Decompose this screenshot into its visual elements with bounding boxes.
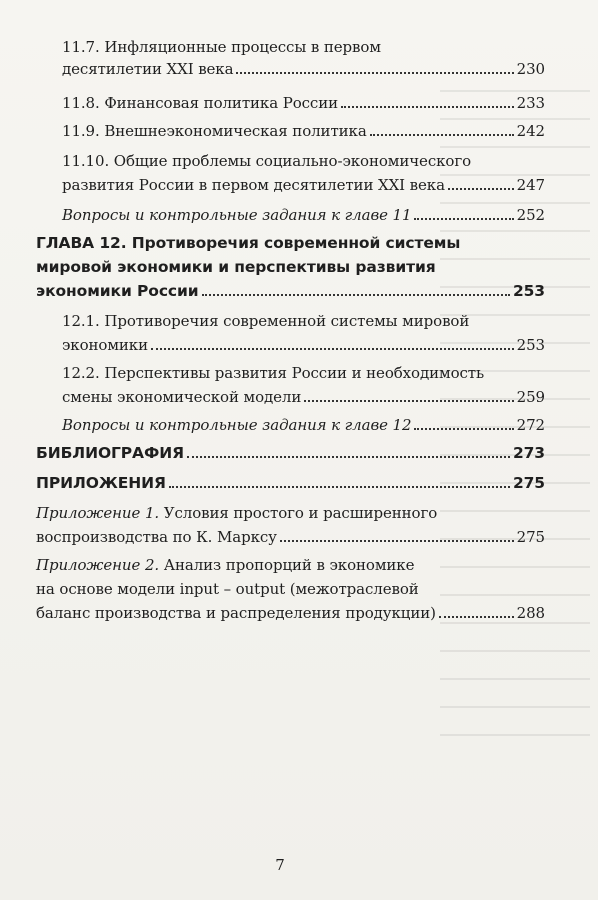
dot-leader [439, 616, 514, 618]
toc-entry-title: на основе модели input – output (межотраслевой [36, 580, 419, 598]
toc-entry-final-line [62, 120, 545, 142]
toc-entry-line [36, 554, 414, 576]
toc-page-number: 259 [516, 388, 545, 406]
toc-entry-title: 12.2. Перспективы развития России и необходимость [62, 364, 485, 382]
toc-entry-title: Анализ пропорций в экономике [159, 556, 415, 574]
toc-entry-title: БИБЛИОГРАФИЯ [36, 444, 184, 462]
dot-leader [151, 348, 514, 350]
toc-entry-final-line [62, 414, 545, 436]
toc-entry-line [62, 150, 471, 172]
toc-entry-final-line [36, 472, 545, 494]
toc-entry-title: 11.8. Финансовая политика России [62, 94, 339, 112]
toc-page-number: 275 [512, 474, 545, 492]
toc-page-number: 253 [516, 336, 545, 354]
toc-entry-title: Вопросы и контрольные задания к главе 11 [62, 206, 412, 224]
dot-leader [414, 428, 513, 430]
toc-entry-title: воспроизводства по К. Марксу [36, 528, 277, 546]
toc-entry-title: 12.1. Противоречия современной системы мировой [62, 312, 470, 330]
toc-page-number: 233 [516, 94, 545, 112]
toc-entry-title: экономики [62, 336, 148, 354]
toc-entry-title: баланс производства и распределения продукции) [36, 604, 436, 622]
toc-entry-line [62, 36, 381, 58]
toc-entry-line [36, 256, 436, 278]
toc-entry-final-line [36, 442, 545, 464]
toc-entry-title: десятилетии XXI века [62, 60, 234, 78]
toc-entry-title: Вопросы и контрольные задания к главе 12 [62, 416, 412, 434]
appendix-label: Приложение 2. [36, 556, 160, 574]
toc-entry-final-line [62, 334, 545, 356]
toc-entry-title: смены экономической модели [62, 388, 302, 406]
toc-entry-final-line [62, 174, 545, 196]
toc-entry-final-line [36, 280, 545, 302]
dot-leader [448, 188, 514, 190]
toc-entry-line [62, 310, 469, 332]
dot-leader [304, 400, 513, 402]
toc-entry-final-line [36, 526, 545, 548]
toc-page-number: 252 [516, 206, 545, 224]
toc-entry-final-line [62, 204, 545, 226]
toc-page-number: 253 [512, 282, 545, 300]
page-number: 7 [275, 856, 285, 874]
dot-leader [236, 72, 513, 74]
toc-page-number: 242 [516, 122, 545, 140]
toc-entry-final-line [62, 58, 545, 80]
toc-entry-line [36, 502, 437, 524]
dot-leader [414, 218, 513, 220]
dot-leader [370, 134, 514, 136]
toc-entry-title: Условия простого и расширенного [159, 504, 438, 522]
toc-page-number: 230 [516, 60, 545, 78]
dot-leader [202, 294, 510, 296]
toc-entry-line [36, 578, 419, 600]
toc-entry-line [62, 362, 484, 384]
dot-leader [169, 486, 510, 488]
toc-page-number: 275 [516, 528, 545, 546]
toc-entry-title: экономики России [36, 282, 199, 300]
toc-entry-title: развития России в первом десятилетии XXI века [62, 176, 445, 194]
toc-entry-final-line [62, 386, 545, 408]
toc-entry-title: мировой экономики и перспективы развития [36, 258, 436, 276]
toc-entry-title: 11.9. Внешнеэкономическая политика [62, 122, 367, 140]
toc-entry-title: 11.10. Общие проблемы социально-экономического [62, 152, 472, 170]
dot-leader [187, 456, 510, 458]
toc-page-number: 247 [516, 176, 545, 194]
toc-entry-final-line [36, 602, 545, 624]
dot-leader [341, 106, 514, 108]
appendix-label: Приложение 1. [36, 504, 160, 522]
toc-entry-final-line [62, 92, 545, 114]
toc-page-number: 272 [516, 416, 545, 434]
toc-entry-title: ГЛАВА 12. Противоречия современной системы [36, 234, 461, 252]
toc-entry-title: 11.7. Инфляционные процессы в первом [62, 38, 381, 56]
dot-leader [280, 540, 514, 542]
toc-page-number: 288 [516, 604, 545, 622]
toc-entry-title: ПРИЛОЖЕНИЯ [36, 474, 166, 492]
toc-entry-line [36, 232, 460, 254]
toc-page-number: 273 [512, 444, 545, 462]
